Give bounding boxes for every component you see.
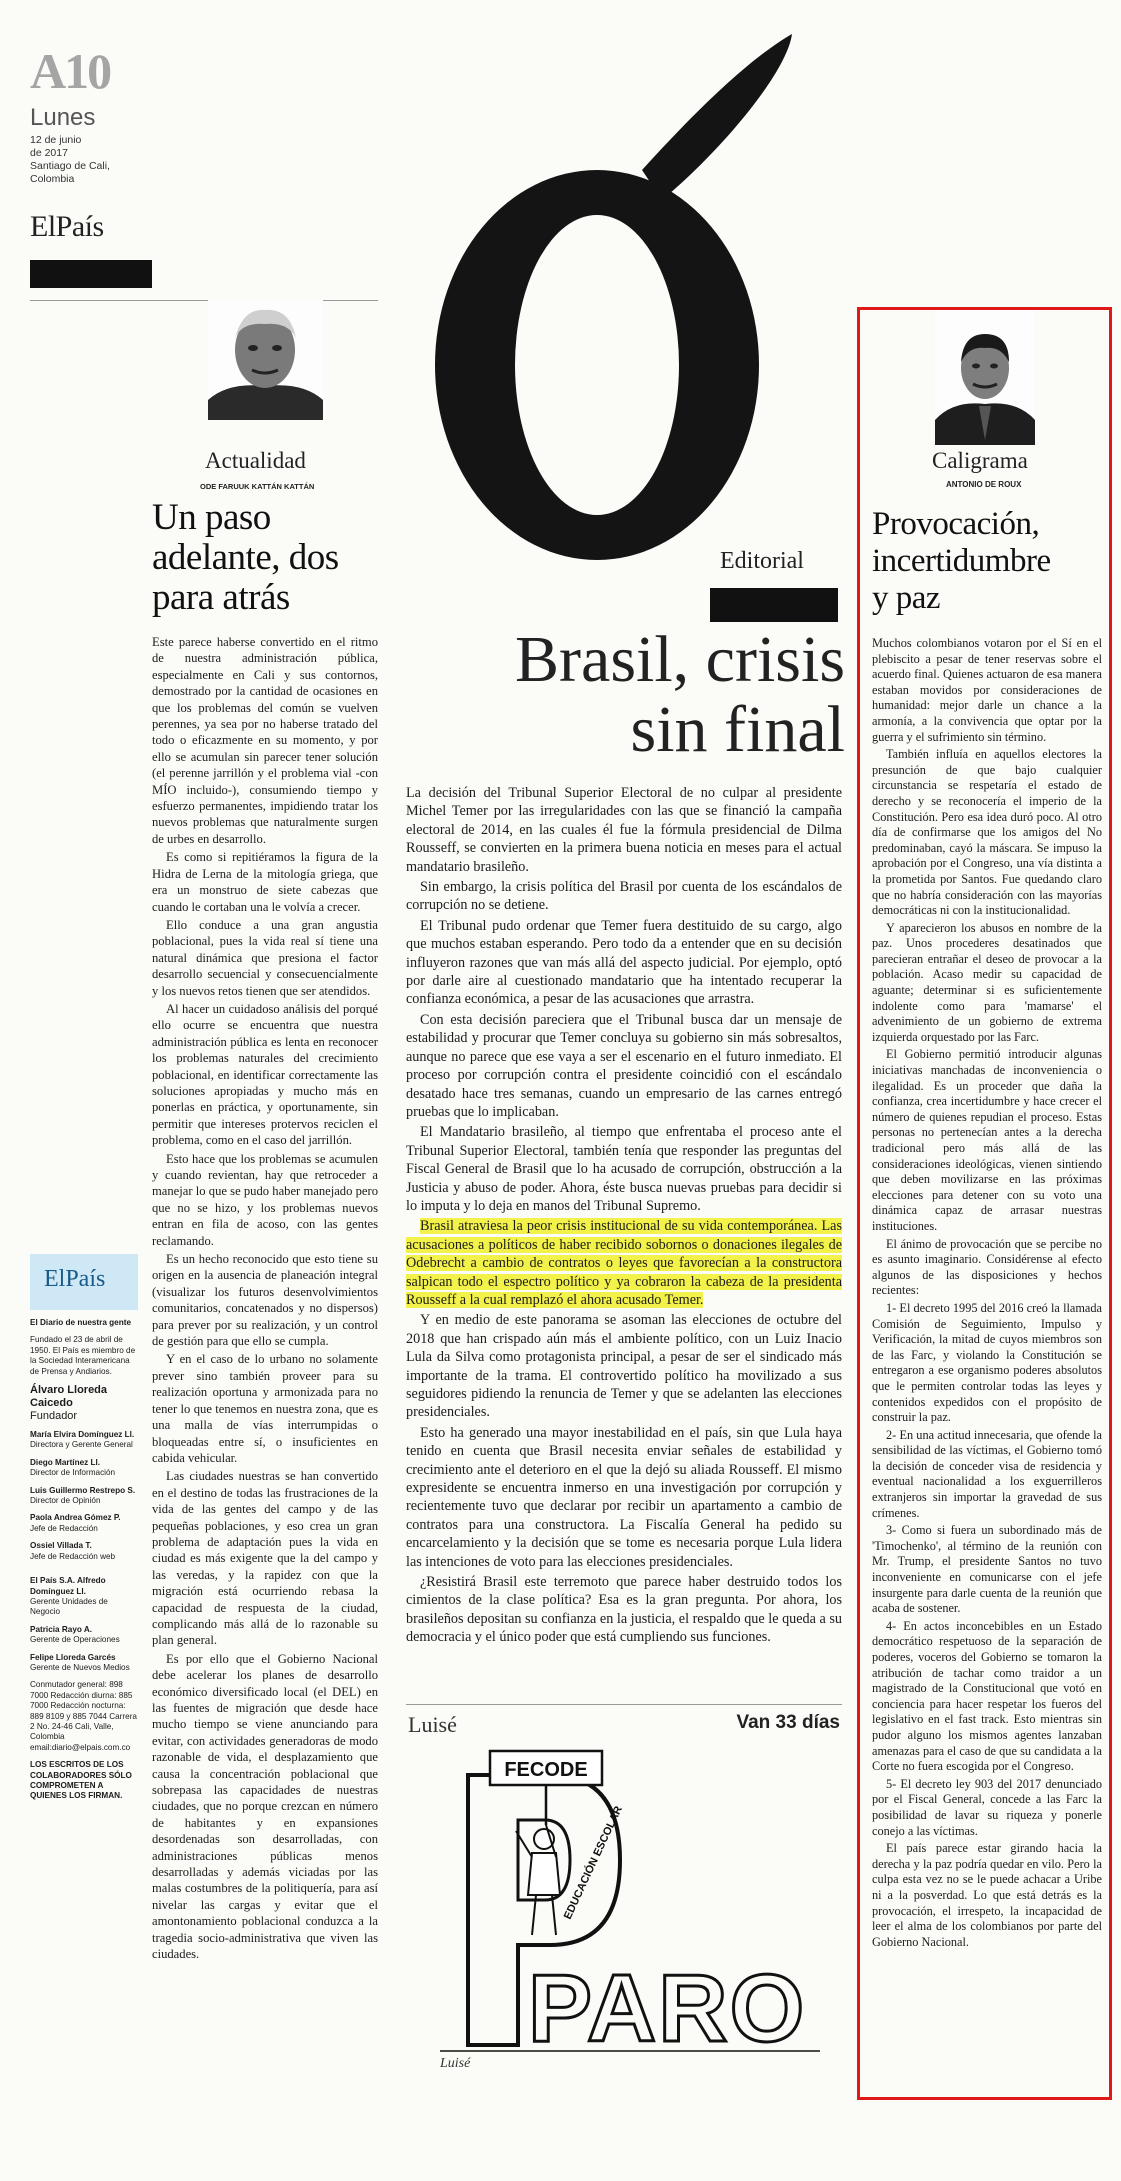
paragraph: Esto hace que los problemas se acumulen y cuando revientan, hay que retroceder a manejar lo que se pudo haber manejado pero que no se hizo, y los problemas nuevos entran en fila de acoso, con las gentes reclamando. <box>152 1151 378 1248</box>
right-title-line: Provocación, <box>872 506 1040 542</box>
paragraph: Esto ha generado una mayor inestabilidad en el país, sin que Lula haya tenido en cuenta que Brasil necesita enviar señales de estabilidad y crecimiento ante el deterioro en el que la dejó su aliada Rousseff. El mismo expresidente se encuentra inmerso en una investigación por corrupción y recientemente tuvo que declarar por recibir un apartamento a cambio de contratos para una constructora. La Fiscalía General ha pedido su encarcelamiento y la decisión que se tome es necesaria porque Lula lidera las intenciones de voto para las elecciones presidenciales. <box>406 1424 842 1570</box>
header-black-bar <box>30 260 152 288</box>
left-author: ODE FARUUK KATTÁN KATTÁN <box>200 482 315 491</box>
sidebar-brand-box <box>30 1254 138 1310</box>
cartoon-strike-word: PARO <box>528 1955 807 2062</box>
paragraph: Es por ello que el Gobierno Nacional debe acelerar los planes de desarrollo económico diversificado local (el DEL) en las fuentes de migración que desde hace mucho tiempo se viene anunciando para evitar, con actividades generadoras de modo razonable de vida, el desplazamiento que causa la concentración poblacional que sobrepasa las capacidades de nuestras ciudades, que no porque crezcan en número de habitantes y en expansiones desordenadas son desarrolladas, con administraciones públicas menos desarrolladas y además viciadas por las malas costumbres de la politiquería, para así nivelar las cargas y evitar que el amontonamiento poblacional conduzca a la tragedia socio-administrativa que viven las ciudades. <box>152 1651 378 1962</box>
sidebar-disclaimer: LOS ESCRITOS DE LOS COLABORADORES SÓLO COMPROMETEN A QUIENES LOS FIRMAN. <box>30 1760 132 1801</box>
paragraph: Muchos colombianos votaron por el Sí en el plebiscito a pesar de tener reservas sobre el acuerdo final. Quienes actuaron de esa manera estaban movidos por consideraciones de humanidad: mejor darle un chance a la armonía, a la convivencia que optar por la guerra y el sufrimiento sin término. <box>872 636 1102 744</box>
staff-entry: Felipe Lloreda Garcés Gerente de Nuevos Medios <box>30 1652 130 1672</box>
date-line: 12 de junio <box>30 134 82 146</box>
editorial-title-line: sin final <box>630 693 845 766</box>
date-block <box>30 134 110 186</box>
sidebar-brand: ElPaís <box>44 1266 106 1292</box>
left-title-line: para atrás <box>152 577 290 618</box>
date-line: de 2017 <box>30 147 68 159</box>
paragraph: Ello conduce a una gran angustia poblacional, pues la vida real sí tiene una natural dinámica que presiona el factor desarrollo secuencial y consecuencialmente y los nuevos retos tienen que ser atendidos. <box>152 917 378 998</box>
right-section-label: Caligrama <box>932 448 1028 473</box>
sidebar-tagline: El Diario de nuestra gente <box>30 1318 132 1327</box>
paragraph: Sin embargo, la crisis política del Brasil por cuenta de los escándalos de corrupción no se detiene. <box>406 879 842 914</box>
paragraph: 1- El decreto 1995 del 2016 creó la llamada Comisión de Seguimiento, Impulso y Verificación, la mitad de cuyos miembros son de las Farc, y violando la Constitución se entregaron a ese organismo poderes absolutos que le permiten controlar todas las leyes y contenidos expedidos con el propósito de construir la paz. <box>872 1300 1102 1425</box>
left-section-label: Actualidad <box>205 448 306 473</box>
header-rule <box>30 300 378 301</box>
left-article-body <box>152 634 378 1965</box>
paragraph: El ánimo de provocación que se percibe no es asunto imaginario. Considérense al efecto algunos de las disposiciones y hechos recientes: <box>872 1236 1102 1298</box>
day-label: Lunes <box>30 104 96 131</box>
left-title-line: Un paso <box>152 497 271 538</box>
paragraph: Es un hecho reconocido que esto tiene su origen en la ausencia de planeación integral (visualizar los futuros desenvolvimientos comunitarios, concatenados y no dispersos) para prever por su realización, y un control de gestión para que ello se cumpla. <box>152 1252 378 1349</box>
paragraph-highlighted <box>406 1217 842 1309</box>
paragraph: El Mandatario brasileño, al tiempo que enfrentaba el proceso ante el Tribunal Superior Electoral, también tenía que responder las preguntas del Fiscal General de Brasil que lo ha acusado de corrupción, obstrucción a la Justicia y abuso de poder. Ahora, éste busca nuevas pruebas para decidir si lo imputa y lo deja en manos del Tribunal Supremo. <box>406 1124 842 1214</box>
paragraph: El Gobierno permitió introducir algunas iniciativas manchadas de inconveniencia o ilegalidad. Es un proceder que daña la confianza, crea incertidumbre y hace crecer el número de quienes repudian el proceso. Estas personas no pertenecían antes a la derecha tradicional pero más allá de las consideraciones ideológicas, vienen sintiendo que deben movilizarse en las próximas elecciones para detener con su voto una dinámica capaz de arrasar nuestras instituciones. <box>872 1047 1102 1233</box>
highlighted-text: Brasil atraviesa la peor crisis institucional de su vida contemporánea. Las acusaciones a políticos de haber recibido sobornos o donaciones ilegales de Odebrecht a cambio de contratos o leyes que favorecían a la constructora salpican todo el espectro político y ya cobraron la cabeza de la presidenta Rousseff a la cual remplazó el ahora acusado Temer. <box>406 1218 842 1308</box>
brand-logo: ElPaís <box>30 210 104 243</box>
cartoon-sign-text: FECODE <box>504 1759 588 1781</box>
paragraph: 5- El decreto ley 903 del 2017 denunciado por el Fiscal General, concede a las Farc la posibilidad de lavar su riqueza y ponerle conejo a las víctimas. <box>872 1776 1102 1838</box>
paragraph: Con esta decisión pareciera que el Tribunal busca dar un mensaje de estabilidad y procurar que Temer concluya su gobierno sin más sobresaltos, aunque no parece que ese vaya a ser el escenario en el futuro inmediato. El proceso por corrupción contra el presidente coincidió con el escándalo desatado hace tres semanas, cuando un empresario de las carnes entregó pruebas que lo implicaban. <box>406 1011 842 1120</box>
paragraph: La decisión del Tribunal Superior Electoral de no culpar al presidente Michel Temer por las irregularidades con las que se financió la campaña electoral de 2014, en las cuales él fue la fórmula presidencial de Dilma Rousseff, se convierten en la primera buena noticia en meses para el actual mandatario brasileño. <box>406 785 842 875</box>
right-title <box>872 506 1110 617</box>
staff-entry: María Elvira Domínguez Ll. Directora y Gerente General <box>30 1430 135 1450</box>
sidebar-contact: Conmutador general: 898 7000 Redacción diurna: 885 7000 Redacción nocturna: 889 8109 y 885 7044 Carrera 2 No. 24-46 Cali, Valle, Colombia email:diario@elpais.com.co <box>30 1680 137 1752</box>
author-photo-left <box>208 300 323 420</box>
editorial-black-bar <box>710 588 838 622</box>
staff-entry: Diego Martínez Ll. Director de Información <box>30 1457 116 1478</box>
staff-entry: Luis Guillermo Restrepo S. Director de Opinión <box>30 1485 136 1506</box>
sidebar-masthead <box>30 1318 140 1809</box>
staff-entry: Patricia Rayo A. Gerente de Operaciones <box>30 1624 120 1645</box>
right-article-body <box>872 636 1102 1952</box>
staff-entry: Ossiel Villada T. Jefe de Redacción web <box>30 1541 116 1561</box>
paragraph: Y en el caso de lo urbano no solamente prever sino también proveer para su realización oportuna y armonizada para no tener lo que tenemos en nuestra zona, que es una malla de vías interrumpidas o bloqueadas entre sí, o insuficientes en cabida vehicular. <box>152 1352 378 1465</box>
paragraph: Las ciudades nuestras se han convertido en el destino de todas las frustraciones de la vida de las gentes del campo y de las pequeñas poblaciones, y eso crea un gran problema de adaptación pues la vida en ciudad es más exigente que la del campo y las veredas, y la rapidez con que la migración está ocurriendo rebasa la capacidad de respuesta de la ciudad, complicando más allá de lo razonable su plan general. <box>152 1469 378 1648</box>
paragraph: ¿Resistirá Brasil este terremoto que parece haber destruido todos los cimientos de la clase política? Esa es la gran pregunta. Por ahora, los brasileños depositan su confianza en la justicia, el respaldo que le queda a su democracia y el único poder que está cumpliendo sus funciones. <box>406 1574 842 1646</box>
page-number: A10 <box>30 43 111 99</box>
staff-entry: El País S.A. Alfredo Domínguez Ll. Gerente Unidades de Negocio <box>30 1576 108 1617</box>
cartoon-caption: Van 33 días <box>736 1712 840 1733</box>
paragraph: El país parece estar girando hacia la derecha y la paz podría quedar en vilo. Pero la culpa esta vez no se le puede achacar a Uribe ni a la posverdad. Lo que está detrás es la provocación, el irrespeto, la incapacidad de leer el alma de los colombianos por parte del Gobierno Nacional. <box>872 1841 1102 1949</box>
paragraph: Y aparecieron los abusos en nombre de la paz. Unos procederes desatinados que parecieran entrañar el deseo de provocar a la población. Acaso medir su capacidad de aguante; determinar si es suficientemente indolente como para 'mamarse' el advenimiento de un gobierno de extrema izquierda orquestado por las Farc. <box>872 920 1102 1044</box>
paragraph: Este parece haberse convertido en el ritmo de nuestra administración pública, especialmente en Cali y sus contornos, demostrado por la cantidad de ocasiones en que los problemas del común se vuelven perennes, ya sea por no haberse tratado del todo o eficazmente en su momento, y por ello se acumulan sin parecer tener solución (el perenne jarrillón y el problema vial -con MÍO incluido-), consumiendo tiempo y esfuerzo permanentes, impidiendo tratar los nuevos problemas que naturalmente surgen de urbes en desarrollo. <box>152 635 378 846</box>
sidebar-founded: Fundado el 23 de abril de 1950. El País es miembro de la Sociedad Interamericana de Prensa y Andiarios. <box>30 1335 136 1376</box>
staff-entry: Álvaro Lloreda Caicedo Fundador <box>30 1384 108 1423</box>
author-photo-right <box>935 310 1035 445</box>
cartoon-drawing <box>420 1745 840 2075</box>
editorial-title-line: Brasil, crisis <box>515 623 845 696</box>
right-title-line: y paz <box>872 580 941 616</box>
cartoon-rule <box>406 1704 842 1705</box>
paragraph: 3- Como si fuera un subordinado más de 'Timochenko', al término de la reunión con Mr. Trump, el presidente Santos no tuvo inconveniente en comunicarse con el jefe insurgente para darle cuenta de la reunión que acaba de sostener. <box>872 1523 1102 1616</box>
paragraph: También influía en aquellos electores la presunción de que bajo cualquier circunstancia se respetaría el estado de derecho y se reconocería el imperio de la Constitución. Pero esa idea duró poco. Al otro día de confirmarse que los amigos del No predominaban, cayó la máscara. Se impuso la aprobación por el Congreso, una vía distinta a la prometida por Santos. Fue quedando claro que no habría consideración con las mayorías democráticas ni con la institucionalidad. <box>872 747 1102 918</box>
paragraph: 2- En una actitud innecesaria, que ofende la sensibilidad de las víctimas, el Gobierno tomó la decisión de conceder visa de residencia y eventual nacionalidad a los exguerrilleros extranjeros sin importar la gravedad de sus crímenes. <box>872 1427 1102 1520</box>
date-line: Colombia <box>30 173 75 185</box>
paragraph: Al hacer un cuidadoso análisis del porqué ello ocurre se encuentra que nuestra administración pública es lenta en reconocer los problemas naturales del crecimiento poblacional, en identificar correctamente las soluciones apropiadas y mucho más en ponerlas en práctica, y oportunamente, sin permitir que intereses protervos reciclen el problema, como en el caso del jarrillón. <box>152 1001 378 1148</box>
cartoon-signature: Luisé <box>440 2056 471 2071</box>
big-o-glyph <box>392 20 812 560</box>
opinion-big-letter <box>392 20 812 560</box>
cartoon-banner: EDUCACIÓN ESCOLAR <box>561 1804 625 1922</box>
editorial-section-label: Editorial <box>720 548 804 574</box>
paragraph: El Tribunal pudo ordenar que Temer fuera destituido de su cargo, algo que muchos estaban esperando. Pero todo da a entender que en su decisión influyeron razones que van más allá del aspecto judicial. Por ejemplo, optó por darle aire al cuestionado mandatario que ha intentado recuperar la confianza económica, a pesar de las acusaciones que arrastra. <box>406 917 842 1008</box>
editorial-body <box>406 784 842 1649</box>
date-line: Santiago de Cali, <box>30 160 110 172</box>
editorial-title <box>400 625 845 765</box>
right-author: ANTONIO DE ROUX <box>946 480 1022 489</box>
paragraph: Y en medio de este panorama se asoman las elecciones de octubre del 2018 que han crispado aún más el ambiente político, con un Luiz Inacio Lula da Silva como protagonista principal, a pesar de ser el sindicado más importante de la trama. El controvertido político ha movilizado a sus seguidores pidiendo la renuncia de Temer y que se adelanten las elecciones presidenciales. <box>406 1312 842 1421</box>
paragraph: Es como si repitiéramos la figura de la Hidra de Lerna de la mitología griega, que era un monstruo de siete cabezas que cuando le cortaban una le volvía a crecer. <box>152 850 378 914</box>
left-title <box>152 498 339 618</box>
paragraph: 4- En actos inconcebibles en un Estado democrático respetuoso de la separación de poderes, voceros del Gobierno se tomaron la atribución de tachar como traidor a un magistrado de la Constitucional que votó en conciencia para hacer respetar los fueros del legislativo en el fast track. Esto mientras sin pudor alguno los mismos agentes lanzaban amenazas para el caso de que su candidata a la Corte no fuera escogida por el Congreso. <box>872 1618 1102 1774</box>
staff-entry: Paola Andrea Gómez P. Jefe de Redacción <box>30 1513 121 1533</box>
left-title-line: adelante, dos <box>152 537 339 578</box>
cartoon-artist: Luisé <box>408 1712 457 1737</box>
right-title-line: incertidumbre <box>872 543 1051 579</box>
